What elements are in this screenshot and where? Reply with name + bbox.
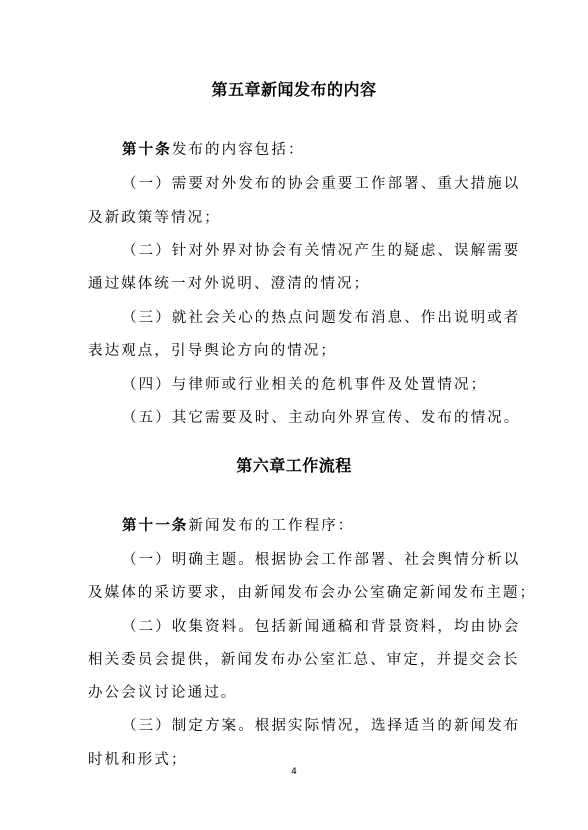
chapter5-item-1-line-2: 及新政策等情况；	[88, 210, 221, 226]
chapter-5-title: 第五章新闻发布的内容	[211, 80, 377, 99]
chapter6-item-2-line-2: 相关委员会提供，新闻发布办公室汇总、审定，并提交会长	[88, 652, 520, 668]
chapter6-item-2-line-1: （二）收集资料。包括新闻通稿和背景资料，均由协会	[122, 619, 521, 635]
chapter6-item-1-line-1: （一）明确主题。根据协会工作部署、社会舆情分析以	[122, 552, 521, 568]
article-11-heading	[122, 514, 522, 535]
chapter5-item-3-line-2: 表达观点，引导舆论方向的情况；	[88, 343, 337, 359]
chapter6-item-3-line-2: 时机和形式；	[88, 752, 188, 768]
article-11-text: 新闻发布的工作程序：	[188, 518, 355, 534]
page-number: 4	[291, 767, 297, 777]
chapter6-item-2-line-3: 办公会议讨论通过。	[88, 685, 238, 701]
chapter5-item-2-line-1: （二）针对外界对协会有关情况产生的疑虑、误解需要	[122, 243, 521, 259]
article-10-text: 发布的内容包括：	[171, 142, 305, 158]
article-11-label: 第十一条	[122, 518, 189, 534]
article-10-label: 第十条	[122, 142, 172, 158]
chapter6-item-3-line-1: （三）制定方案。根据实际情况，选择适当的新闻发布	[122, 718, 521, 734]
chapter5-item-4-line-1: （四）与律师或行业相关的危机事件及处置情况；	[122, 377, 488, 393]
article-10-heading	[122, 138, 522, 159]
chapter5-item-5-line-1: （五）其它需要及时、主动向外界宣传、发布的情况。	[122, 410, 521, 426]
chapter6-item-1-line-2: 及媒体的采访要求，由新闻发布会办公室确定新闻发布主题；	[88, 585, 537, 601]
chapter5-item-1-line-1: （一）需要对外发布的协会重要工作部署、重大措施以	[122, 176, 521, 192]
chapter-6-title: 第六章工作流程	[236, 456, 352, 475]
chapter5-item-2-line-2: 通过媒体统一对外说明、澄清的情况；	[88, 276, 371, 292]
chapter5-item-3-line-1: （三）就社会关心的热点问题发布消息、作出说明或者	[122, 310, 521, 326]
